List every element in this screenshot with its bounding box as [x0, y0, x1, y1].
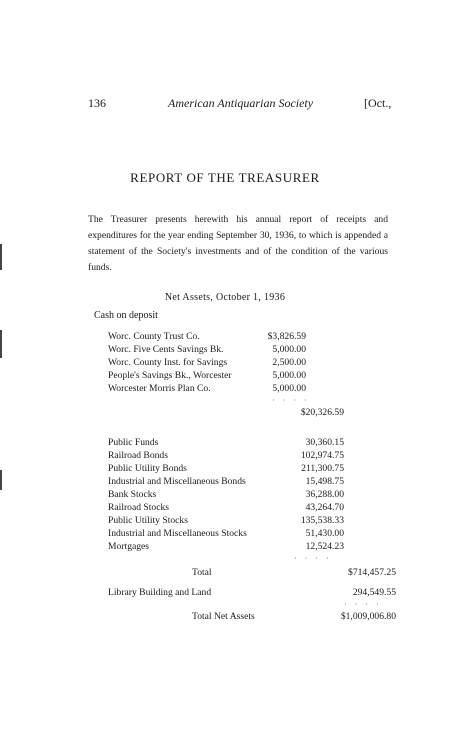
page-number: 136 — [88, 96, 106, 110]
rule-dots: · · · · — [344, 600, 382, 609]
total-amount: $714,457.25 — [348, 567, 396, 578]
investment-label: Railroad Stocks — [108, 502, 170, 513]
investment-amount: 102,974.75 — [300, 450, 344, 461]
running-title: American Antiquarian Society — [168, 96, 314, 110]
library-amount: 294,549.55 — [352, 587, 396, 598]
running-date: [Oct., — [364, 96, 392, 110]
rule-dots: · · · · — [294, 554, 332, 563]
section-heading: Net Assets, October 1, 1936 — [164, 292, 286, 303]
investment-amount: 51,430.00 — [305, 528, 344, 539]
investment-label: Industrial and Miscellaneous Stocks — [108, 528, 247, 539]
scan-edge-mark — [0, 330, 2, 358]
investment-amount: 36,288.00 — [305, 489, 344, 500]
investment-amount: 30,360.15 — [305, 437, 344, 448]
total-label: Total — [192, 567, 212, 578]
investment-label: Public Utility Stocks — [108, 515, 188, 526]
report-title: REPORT OF THE TREASURER — [130, 170, 320, 185]
investment-label: Public Funds — [108, 437, 159, 448]
cash-label: People's Savings Bk., Worcester — [108, 370, 232, 381]
scan-edge-mark — [0, 470, 2, 490]
investment-label: Public Utility Bonds — [108, 463, 187, 474]
investment-label: Industrial and Miscellaneous Bonds — [108, 476, 246, 487]
investment-amount: 43,264.70 — [305, 502, 344, 513]
investment-amount: 12,524.23 — [305, 541, 344, 552]
cash-label: Worcester Morris Plan Co. — [108, 383, 211, 394]
intro-paragraph: The Treasurer presents herewith his annual report of receipts and expenditures for the year ending September 30, 1936, to which is appended a statement of the Society's investments and of the condition of the various funds. — [88, 214, 388, 273]
cash-amount: 5,000.00 — [272, 370, 306, 381]
investment-amount: 211,300.75 — [301, 463, 344, 474]
net-assets-amount: $1,009,006.80 — [340, 611, 396, 622]
cash-label: Worc. Five Cents Savings Bk. — [108, 344, 224, 355]
cash-heading: Cash on deposit — [94, 310, 158, 321]
investment-amount: 135,538.33 — [300, 515, 344, 526]
investment-amount: 15,498.75 — [305, 476, 344, 487]
investment-label: Bank Stocks — [108, 489, 157, 500]
cash-amount: $3,826.59 — [267, 331, 306, 342]
cash-amount: 5,000.00 — [272, 344, 306, 355]
cash-label: Worc. County Trust Co. — [108, 331, 200, 342]
library-label: Library Building and Land — [108, 587, 212, 598]
cash-total: $20,326.59 — [300, 407, 344, 418]
rule-dots: · · · · — [272, 396, 310, 405]
cash-amount: 2,500.00 — [272, 357, 306, 368]
net-assets-label: Total Net Assets — [192, 611, 255, 622]
cash-label: Worc. County Inst. for Savings — [108, 357, 228, 368]
investment-label: Railroad Bonds — [108, 450, 168, 461]
cash-amount: 5,000.00 — [272, 383, 306, 394]
scan-edge-mark — [0, 244, 2, 270]
investment-label: Mortgages — [108, 541, 150, 552]
